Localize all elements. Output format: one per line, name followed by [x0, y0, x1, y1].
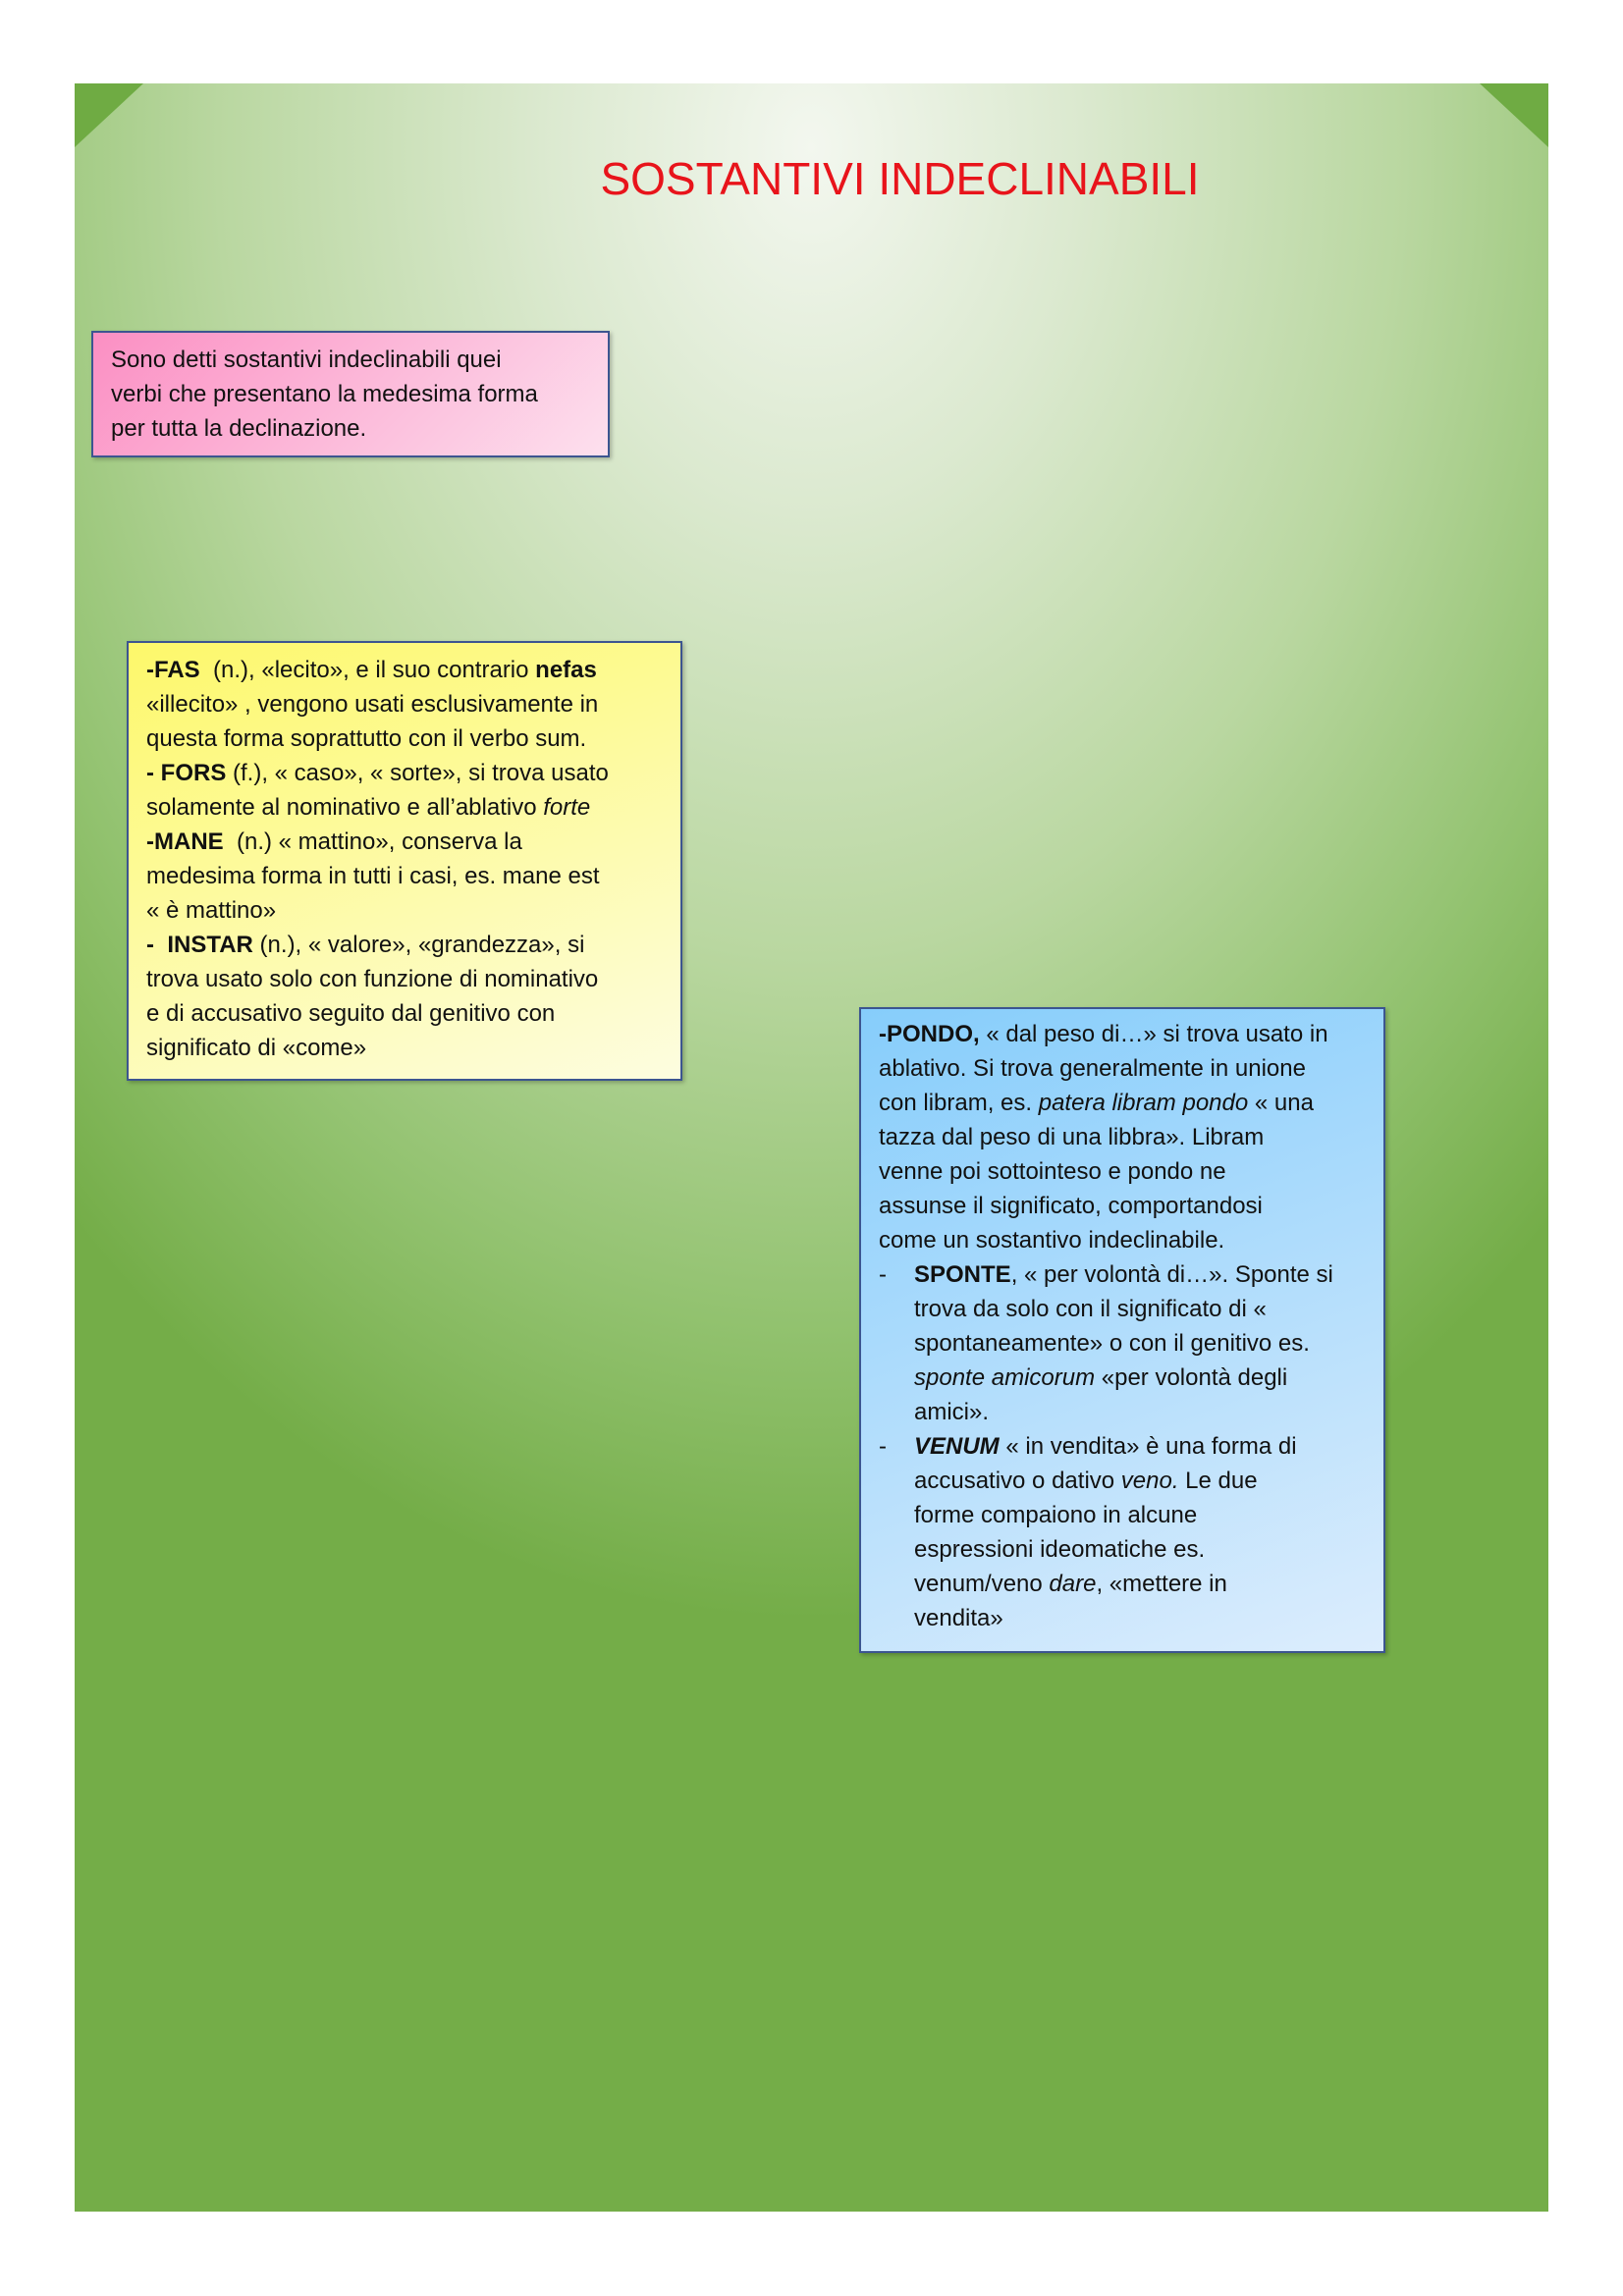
text-segment: « è mattino» [146, 897, 277, 924]
text-line [879, 1498, 1366, 1532]
text-segment: espressioni ideomatiche es. [914, 1536, 1206, 1563]
text-line [146, 653, 663, 687]
text-segment: , «mettere in [1096, 1571, 1227, 1597]
text-line [879, 1189, 1366, 1223]
text-segment: tazza dal peso di una libbra». Libram [879, 1124, 1265, 1150]
text-segment: trova da solo con il significato di « [914, 1296, 1267, 1322]
text-line [879, 1120, 1366, 1154]
text-segment: per tutta la declinazione. [111, 415, 367, 442]
text-segment: solamente al nominativo e all’ablativo [146, 794, 544, 821]
text-line [879, 1567, 1366, 1601]
text-line [879, 1395, 1366, 1429]
text-line [879, 1257, 1366, 1292]
text-segment: venne poi sottointeso e pondo ne [879, 1158, 1226, 1185]
text-segment: Sono detti sostantivi indeclinabili quei [111, 347, 502, 373]
text-segment: (n.) « mattino», conserva la [223, 828, 522, 855]
fas-fors-mane-instar-box [127, 641, 682, 1081]
text-segment: forme compaiono in alcune [914, 1502, 1198, 1528]
bullet-dash: - [879, 1261, 887, 1288]
text-segment: dare [1049, 1571, 1097, 1597]
text-segment: Le due [1178, 1468, 1258, 1494]
keyword-text: SPONTE [914, 1261, 1011, 1288]
text-segment: (n.), «lecito», e il suo contrario [199, 657, 536, 683]
text-segment: accusativo o dativo [914, 1468, 1121, 1494]
text-segment: « dal peso di…» si trova usato in [979, 1021, 1328, 1047]
text-segment: , « per volontà di…». Sponte si [1010, 1261, 1333, 1288]
text-segment: assunse il significato, comportandosi [879, 1193, 1263, 1219]
corner-decoration-right [1480, 83, 1548, 147]
definition-box [91, 331, 610, 457]
keyword-text: -MANE [146, 828, 224, 855]
text-segment: e di accusativo seguito dal genitivo con [146, 1000, 556, 1027]
text-line [146, 962, 663, 996]
text-line [146, 893, 663, 928]
text-segment: forte [543, 794, 591, 821]
text-segment: venum/veno [914, 1571, 1050, 1597]
text-line [146, 928, 663, 962]
text-segment: significato di «come» [146, 1035, 367, 1061]
text-segment: questa forma soprattutto con il verbo sum. [146, 725, 587, 752]
text-line [879, 1086, 1366, 1120]
text-segment: «illecito» , vengono usati esclusivamente in [146, 691, 599, 718]
text-line [146, 687, 663, 721]
keyword-text: VENUM [914, 1433, 1000, 1460]
text-line [146, 721, 663, 756]
text-line [879, 1292, 1366, 1326]
text-line [879, 1601, 1366, 1635]
text-line [879, 1464, 1366, 1498]
text-line [879, 1017, 1366, 1051]
text-line [879, 1361, 1366, 1395]
text-segment: (n.), « valore», «grandezza», si [252, 932, 585, 958]
text-segment: (f.), « caso», « sorte», si trova usato [226, 760, 609, 786]
text-line [111, 411, 590, 446]
text-line [146, 1031, 663, 1065]
page-background [75, 83, 1548, 2212]
text-segment: ablativo. Si trova generalmente in unione [879, 1055, 1306, 1082]
keyword-text: - FORS [146, 760, 227, 786]
text-line [146, 756, 663, 790]
page-title: SOSTANTIVI INDECLINABILI [600, 153, 1200, 204]
text-line [879, 1051, 1366, 1086]
text-line [146, 859, 663, 893]
text-segment: patera libram pondo [1038, 1090, 1249, 1116]
corner-decoration-left [75, 83, 143, 147]
text-segment: vendita» [914, 1605, 1003, 1631]
text-line [879, 1429, 1366, 1464]
text-segment: medesima forma in tutti i casi, es. mane est [146, 863, 600, 889]
text-line [879, 1532, 1366, 1567]
text-segment: amici». [914, 1399, 990, 1425]
text-segment: « una [1248, 1090, 1314, 1116]
text-line [146, 790, 663, 825]
text-segment: come un sostantivo indeclinabile. [879, 1227, 1225, 1254]
text-segment: con libram, es. [879, 1090, 1039, 1116]
keyword-text: -PONDO, [879, 1021, 980, 1047]
text-segment: sponte amicorum [914, 1364, 1096, 1391]
bullet-dash: - [879, 1433, 887, 1460]
text-segment: «per volontà degli [1095, 1364, 1288, 1391]
text-line [111, 343, 590, 377]
text-segment: « in vendita» è una forma di [999, 1433, 1297, 1460]
text-line [111, 377, 590, 411]
text-segment: spontaneamente» o con il genitivo es. [914, 1330, 1310, 1357]
text-line [879, 1154, 1366, 1189]
pondo-sponte-venum-box [859, 1007, 1385, 1653]
keyword-text: nefas [535, 657, 597, 683]
text-line [146, 996, 663, 1031]
text-line [879, 1223, 1366, 1257]
keyword-text: -FAS [146, 657, 200, 683]
text-segment: veno. [1120, 1468, 1179, 1494]
text-segment: verbi che presentano la medesima forma [111, 381, 538, 407]
text-segment: trova usato solo con funzione di nominativo [146, 966, 599, 992]
text-line [146, 825, 663, 859]
text-line [879, 1326, 1366, 1361]
keyword-text: - INSTAR [146, 932, 253, 958]
